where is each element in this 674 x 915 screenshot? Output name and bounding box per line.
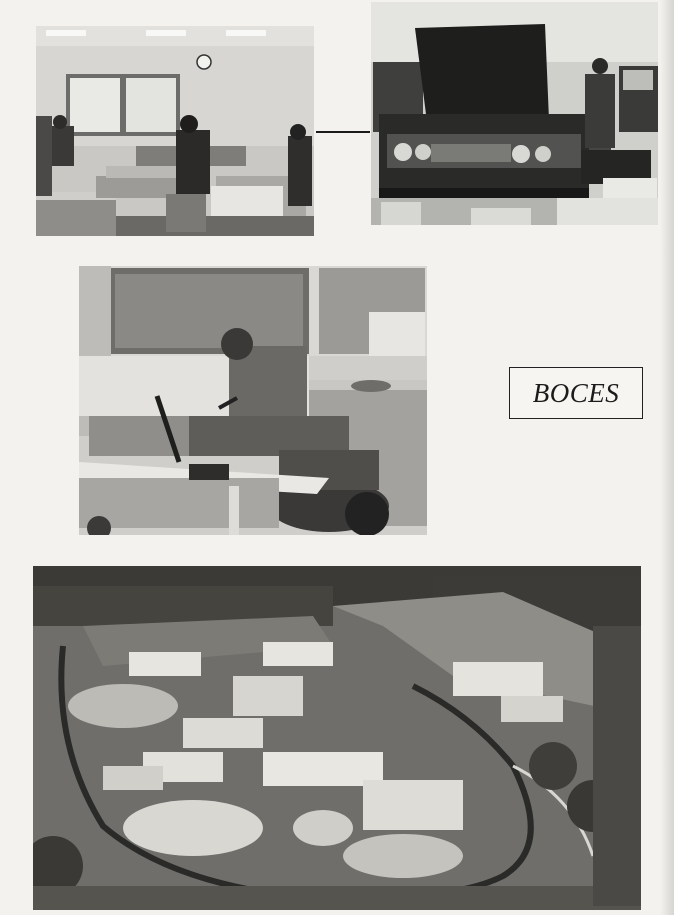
office-photo: [36, 26, 314, 236]
garage-photo: [371, 2, 658, 225]
aerial-photo: [33, 566, 641, 910]
tractor-photo: [79, 266, 427, 535]
connector-line: [316, 131, 370, 133]
page-edge-shadow: [660, 0, 674, 915]
boces-label: BOCES: [532, 377, 620, 408]
boces-label-box: [509, 367, 643, 419]
